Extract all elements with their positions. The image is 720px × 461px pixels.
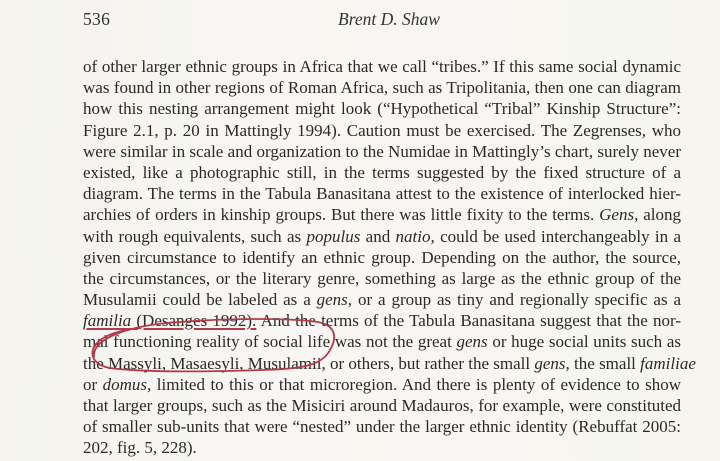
text-segment: or huge social units such as [487,332,681,352]
text-line [83,141,681,162]
text-segment: (Desanges 1992). [131,311,257,331]
text-segment: the small [569,353,641,373]
text-segment: given circumstance to identify an ethnic group. Depending on the author, the source, [83,247,681,267]
running-head: Brent D. Shaw [338,9,440,29]
text-segment: And the terms of the Tabula Banasitana suggest that the nor- [256,311,682,331]
text-segment: Musulamii could be labeled as a [83,290,317,310]
text-line [83,226,681,247]
text-line [83,289,681,310]
text-segment: of other larger ethnic groups in Africa that we call “tribes.” If this same social dynamic [83,57,681,76]
text-segment: mal functioning reality of social life was not the great [83,332,457,352]
text-segment: the circumstances, or the literary genre, something as large as the ethnic group of the [83,268,681,288]
text-segment: of smaller sub-units that were “nested” under the larger ethnic identity (Rebuffat 2005: [83,417,681,437]
text-segment: with rough equivalents, such as [83,226,307,246]
text-segment: 202, fig. 5, 228). [83,438,197,458]
text-segment: was found in other regions of Roman Africa, such as Tripolitania, then one can diagram [83,78,681,98]
italic-term: gens, [316,290,353,310]
italic-term: familiae [640,353,696,373]
page-number: 536 [83,9,111,29]
text-line [83,416,681,437]
text-line [83,162,681,183]
body-paragraph [83,56,696,459]
text-segment: diagram. The terms in the Tabula Banasitana attest to the existence of interlocked hier- [83,184,681,204]
italic-term: gens [456,332,488,352]
text-line [83,353,696,374]
text-line [83,374,681,395]
text-line [83,395,681,416]
text-line [83,204,681,225]
text-segment: limited to this or that microregion. And there is plenty of evidence to show [151,374,681,394]
text-segment: that larger groups, such as the Misiciri around Madauros, for example, were constituted [83,396,681,415]
italic-term: familia [83,311,132,331]
text-segment: were similar in scale and organization to the Numidae in Mattingly’s chart, surely never [83,141,681,161]
text-line [83,268,681,289]
text-segment: the Massyli, Masaesyli, Musulamii, or others, but rather the small [83,353,535,373]
text-line [83,310,681,331]
text-segment: or a group as tiny and regionally specific as a [352,290,681,310]
text-segment: how this nesting arrangement might look (“Hypothetical “Tribal” Kinship Structure”: [83,99,681,119]
text-line [83,98,681,119]
text-segment: or [83,374,103,394]
italic-term: domus, [102,374,152,394]
text-segment: along [638,205,681,225]
text-line [83,120,681,141]
text-line [83,77,681,98]
text-line [83,437,681,458]
text-line [83,56,681,77]
text-line [83,183,681,204]
italic-term: natio, [395,226,435,246]
italic-term: gens, [534,353,570,373]
text-segment: archies of orders in kinship groups. But there was little fixity to the terms. [83,205,600,225]
italic-term: populus [306,226,361,246]
text-segment: Figure 2.1, p. 20 in Mattingly 1994). Caution must be exercised. The Zegrenses, who [83,120,681,140]
italic-term: Gens, [599,205,639,225]
text-segment: and [360,226,396,246]
text-segment: existed, like a photographic still, in the terms suggested by the fixed structure of a [83,162,681,182]
text-line [83,331,681,352]
text-segment: could be used interchangeably in a [434,226,681,246]
text-line [83,247,681,268]
